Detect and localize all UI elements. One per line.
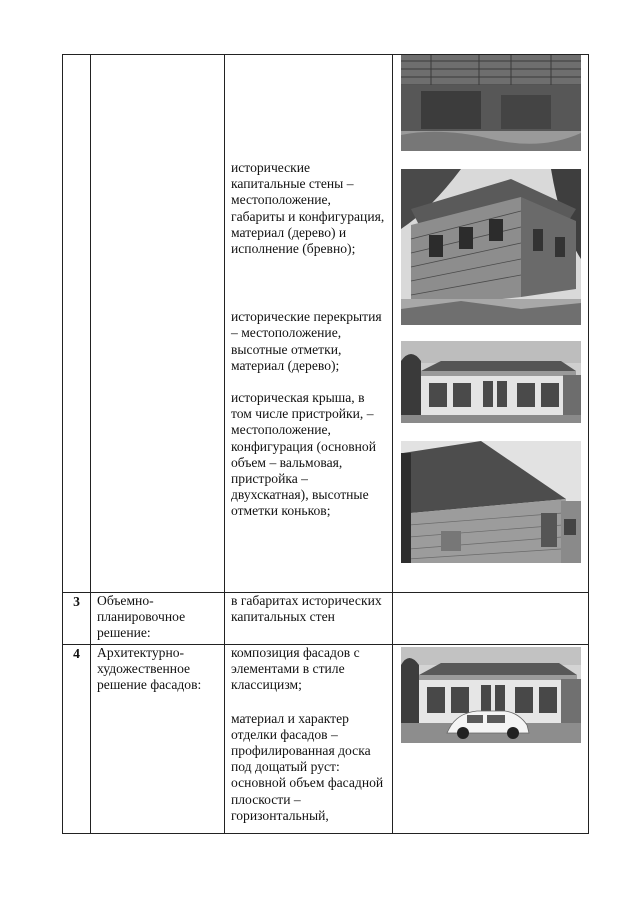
table-row-continued [63, 55, 589, 593]
photo-log-house [401, 169, 581, 325]
row-number: 3 [63, 593, 91, 645]
photo-facade [401, 341, 581, 423]
photo-cell [393, 55, 589, 593]
row-name: Архитектурно-художественное решение фасадов: [91, 645, 225, 834]
row-desc: в габаритах исторических капитальных стен [225, 593, 393, 645]
row-name: Объемно-планировочное решение: [91, 593, 225, 645]
desc-cell [225, 55, 393, 593]
name-cell-empty [91, 55, 225, 593]
table-row-4 [63, 645, 589, 834]
photo-facade-car [401, 647, 581, 743]
num-cell-empty [63, 55, 91, 593]
table-row-3 [63, 593, 589, 645]
photo-cell-empty [393, 593, 589, 645]
row-desc [225, 645, 393, 834]
item-roof: историческая крыша, в том числе пристройки, – местоположение, конфигурация (основной объем – вальмовая, пристройка – двухскатная), высотные отметки коньков; [231, 390, 377, 519]
item-ceilings: исторические перекрытия – местоположение, высотные отметки, материал (дерево); [231, 309, 382, 373]
photo-cell [393, 645, 589, 834]
item-composition: композиция фасадов с элементами в стиле классицизм; [231, 645, 360, 693]
row-number: 4 [63, 645, 91, 834]
photo-wall-closeup [401, 55, 581, 151]
photo-roof [401, 441, 581, 563]
subject-protection-table [62, 54, 589, 834]
item-finish: материал и характер отделки фасадов – профилированная доска под дощатый руст: основной объем фасадной плоскости – горизонтальный, [231, 710, 384, 823]
item-walls: исторические капитальные стены – местоположение, габариты и конфигурация, материал (дерево) и исполнение (бревно); [231, 160, 385, 257]
